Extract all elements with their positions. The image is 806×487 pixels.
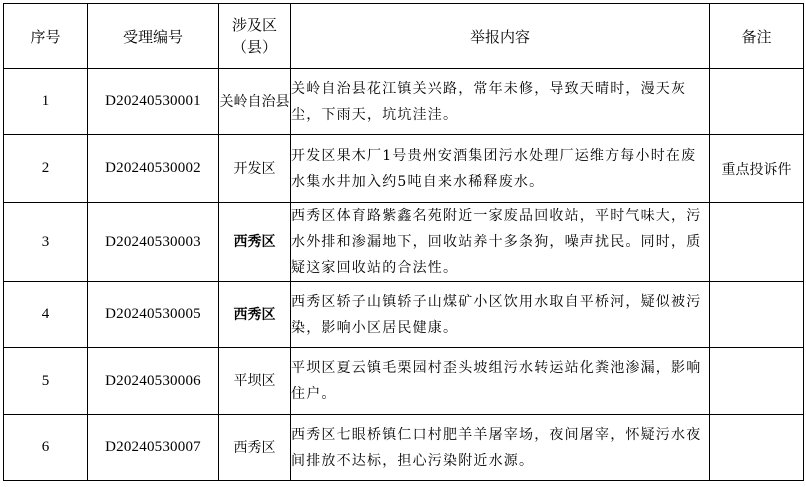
row-content: 平坝区夏云镇毛栗园村歪头坡组污水转运站化粪池渗漏，影响住户。 — [291, 348, 710, 415]
row-code: D20240530005 — [88, 282, 219, 348]
row-code: D20240530001 — [88, 69, 219, 135]
row-remark — [710, 348, 804, 415]
row-seq: 1 — [4, 69, 88, 135]
row-seq: 5 — [4, 348, 88, 415]
header-content: 举报内容 — [291, 4, 710, 69]
row-code: D20240530007 — [88, 415, 219, 481]
header-district-line1: 涉及区 — [231, 16, 277, 34]
row-seq: 3 — [4, 203, 88, 282]
row-content: 西秀区七眼桥镇仁口村肥羊羊屠宰场，夜间屠宰，怀疑污水夜间排放不达标，担心污染附近水源。 — [291, 415, 710, 481]
row-remark — [710, 415, 804, 481]
row-district: 关岭自治县 — [219, 69, 291, 135]
header-district — [219, 4, 291, 69]
header-remark: 备注 — [710, 4, 804, 69]
table-row — [4, 203, 804, 282]
row-district: 西秀区 — [219, 203, 291, 282]
header-seq: 序号 — [4, 4, 88, 69]
table-row — [4, 415, 804, 481]
row-remark: 重点投诉件 — [710, 135, 804, 203]
table-row — [4, 69, 804, 135]
row-content: 开发区果木厂1号贵州安酒集团污水处理厂运维方每小时在废水集水井加入约5吨自来水稀释废水。 — [291, 135, 710, 203]
row-remark — [710, 282, 804, 348]
row-remark — [710, 69, 804, 135]
table-header-row — [4, 4, 804, 69]
row-code: D20240530003 — [88, 203, 219, 282]
row-content: 西秀区轿子山镇轿子山煤矿小区饮用水取自平桥河，疑似被污染，影响小区居民健康。 — [291, 282, 710, 348]
row-seq: 6 — [4, 415, 88, 481]
row-district: 西秀区 — [219, 282, 291, 348]
row-content: 西秀区体育路紫鑫名苑附近一家废品回收站，平时气味大，污水外排和渗漏地下，回收站养十多条狗，噪声扰民。同时，质疑这家回收站的合法性。 — [291, 203, 710, 282]
row-code: D20240530006 — [88, 348, 219, 415]
table-row — [4, 135, 804, 203]
row-remark — [710, 203, 804, 282]
header-code: 受理编号 — [88, 4, 219, 69]
row-district: 西秀区 — [219, 415, 291, 481]
row-district: 平坝区 — [219, 348, 291, 415]
row-seq: 2 — [4, 135, 88, 203]
header-district-line2: （县） — [231, 38, 277, 56]
row-code: D20240530002 — [88, 135, 219, 203]
table-row — [4, 282, 804, 348]
table-row — [4, 348, 804, 415]
row-seq: 4 — [4, 282, 88, 348]
row-district: 开发区 — [219, 135, 291, 203]
row-content: 关岭自治县花江镇关兴路，常年未修，导致天晴时，漫天灰尘，下雨天，坑坑洼洼。 — [291, 69, 710, 135]
complaint-table — [3, 3, 804, 481]
